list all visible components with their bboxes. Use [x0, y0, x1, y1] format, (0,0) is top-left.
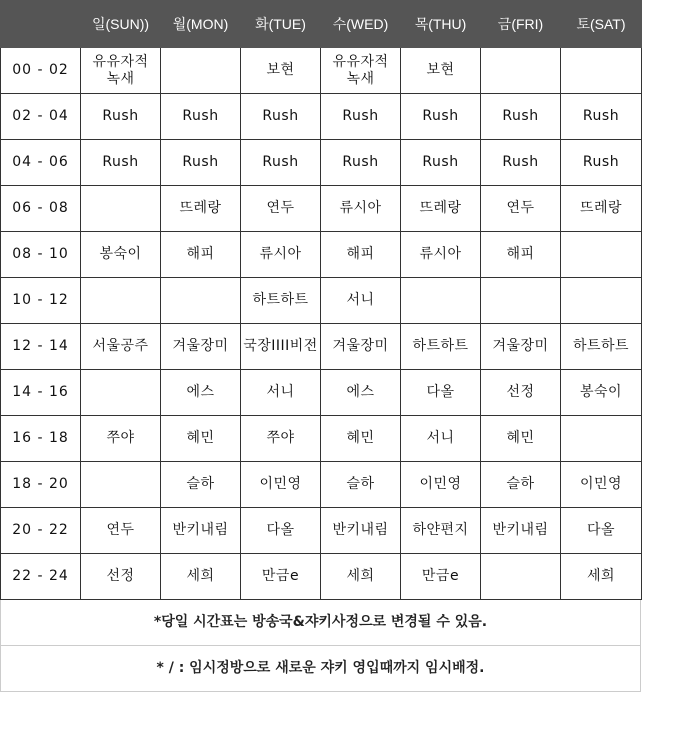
schedule-cell-mon: 해피 [161, 232, 241, 278]
header-row [1, 1, 642, 48]
schedule-cell-mon [161, 278, 241, 324]
schedule-cell-fri: 선정 [481, 370, 561, 416]
schedule-cell-thu: 보현 [401, 48, 481, 94]
table-row [1, 462, 642, 508]
schedule-cell-sat: Rush [561, 140, 642, 186]
time-slot-cell: 18 - 20 [1, 462, 81, 508]
table-row [1, 508, 642, 554]
header-day-mon: 월(MON) [161, 1, 241, 48]
schedule-cell-tue: 쭈야 [241, 416, 321, 462]
schedule-cell-sun: 연두 [81, 508, 161, 554]
schedule-cell-sun [81, 278, 161, 324]
schedule-cell-thu: 뜨레랑 [401, 186, 481, 232]
schedule-cell-wed: 슬하 [321, 462, 401, 508]
schedule-cell-wed: 유유자적 녹새 [321, 48, 401, 94]
schedule-cell-tue: 하트하트 [241, 278, 321, 324]
schedule-cell-thu: 하트하트 [401, 324, 481, 370]
schedule-cell-sat [561, 232, 642, 278]
schedule-cell-fri: Rush [481, 140, 561, 186]
header-day-wed: 수(WED) [321, 1, 401, 48]
schedule-cell-sat: 하트하트 [561, 324, 642, 370]
table-row [1, 554, 642, 600]
schedule-cell-wed: 혜민 [321, 416, 401, 462]
schedule-cell-sat [561, 48, 642, 94]
time-slot-cell: 08 - 10 [1, 232, 81, 278]
schedule-cell-fri: 연두 [481, 186, 561, 232]
time-slot-cell: 02 - 04 [1, 94, 81, 140]
schedule-cell-sun [81, 462, 161, 508]
header-day-tue: 화(TUE) [241, 1, 321, 48]
time-slot-cell: 22 - 24 [1, 554, 81, 600]
schedule-cell-wed: 류시아 [321, 186, 401, 232]
schedule-cell-mon: 슬하 [161, 462, 241, 508]
header-day-sun: 일(SUN)) [81, 1, 161, 48]
schedule-cell-thu: 하얀편지 [401, 508, 481, 554]
schedule-cell-sun: 서울공주 [81, 324, 161, 370]
schedule-cell-tue: 류시아 [241, 232, 321, 278]
time-slot-cell: 00 - 02 [1, 48, 81, 94]
table-row [1, 324, 642, 370]
schedule-cell-mon: 세희 [161, 554, 241, 600]
schedule-cell-mon [161, 48, 241, 94]
schedule-cell-tue: 만금e [241, 554, 321, 600]
time-slot-cell: 14 - 16 [1, 370, 81, 416]
table-row [1, 48, 642, 94]
schedule-cell-tue: 이민영 [241, 462, 321, 508]
schedule-cell-sat [561, 416, 642, 462]
schedule-cell-wed: 겨울장미 [321, 324, 401, 370]
schedule-cell-thu: 서니 [401, 416, 481, 462]
table-row [1, 370, 642, 416]
table-row [1, 94, 642, 140]
schedule-cell-sat [561, 278, 642, 324]
schedule-cell-mon: 뜨레랑 [161, 186, 241, 232]
schedule-cell-fri: 슬하 [481, 462, 561, 508]
schedule-cell-fri: 겨울장미 [481, 324, 561, 370]
note-temporary-assignment: * / : 임시정방으로 새로운 쟈키 영입때까지 임시배정. [1, 645, 640, 691]
table-row [1, 416, 642, 462]
schedule-cell-tue: 서니 [241, 370, 321, 416]
header-day-sat: 토(SAT) [561, 1, 642, 48]
schedule-cell-thu [401, 278, 481, 324]
schedule-cell-wed: 해피 [321, 232, 401, 278]
schedule-cell-wed: Rush [321, 94, 401, 140]
schedule-cell-sun [81, 186, 161, 232]
time-slot-cell: 16 - 18 [1, 416, 81, 462]
schedule-cell-tue: 국장IIII비전 [241, 324, 321, 370]
schedule-cell-sat: 봉숙이 [561, 370, 642, 416]
schedule-cell-thu: 만금e [401, 554, 481, 600]
schedule-cell-sun: 쭈야 [81, 416, 161, 462]
schedule-cell-thu: 이민영 [401, 462, 481, 508]
schedule-cell-thu: 다올 [401, 370, 481, 416]
schedule-cell-wed: 서니 [321, 278, 401, 324]
schedule-cell-wed: Rush [321, 140, 401, 186]
schedule-cell-sat: 다올 [561, 508, 642, 554]
schedule-cell-sat: 세희 [561, 554, 642, 600]
schedule-cell-fri: Rush [481, 94, 561, 140]
schedule-cell-sun: Rush [81, 94, 161, 140]
schedule-cell-sat: 이민영 [561, 462, 642, 508]
schedule-cell-tue: Rush [241, 140, 321, 186]
schedule-cell-sun: Rush [81, 140, 161, 186]
schedule-cell-tue: 보현 [241, 48, 321, 94]
schedule-cell-thu: Rush [401, 140, 481, 186]
note-schedule-change: *당일 시간표는 방송국&쟈키사정으로 변경될 수 있음. [153, 614, 488, 630]
time-slot-cell: 10 - 12 [1, 278, 81, 324]
schedule-cell-mon: 반키내림 [161, 508, 241, 554]
schedule-cell-wed: 에스 [321, 370, 401, 416]
schedule-cell-fri [481, 48, 561, 94]
time-slot-cell: 04 - 06 [1, 140, 81, 186]
table-row [1, 232, 642, 278]
schedule-cell-sun: 선정 [81, 554, 161, 600]
schedule-cell-wed: 반키내림 [321, 508, 401, 554]
schedule-cell-sun: 봉숙이 [81, 232, 161, 278]
notes-section [0, 600, 641, 692]
schedule-cell-sat: 뜨레랑 [561, 186, 642, 232]
schedule-header [1, 1, 642, 48]
header-day-fri: 금(FRI) [481, 1, 561, 48]
schedule-cell-tue: 다올 [241, 508, 321, 554]
schedule-cell-sat: Rush [561, 94, 642, 140]
schedule-cell-wed: 세희 [321, 554, 401, 600]
table-row [1, 278, 642, 324]
table-row [1, 140, 642, 186]
time-slot-cell: 20 - 22 [1, 508, 81, 554]
schedule-cell-thu: Rush [401, 94, 481, 140]
schedule-body [1, 48, 642, 600]
schedule-cell-fri: 반키내림 [481, 508, 561, 554]
time-slot-cell: 06 - 08 [1, 186, 81, 232]
schedule-cell-fri: 혜민 [481, 416, 561, 462]
schedule-cell-mon: 겨울장미 [161, 324, 241, 370]
schedule-cell-sun [81, 370, 161, 416]
schedule-cell-fri [481, 278, 561, 324]
header-day-thu: 목(THU) [401, 1, 481, 48]
schedule-cell-mon: 에스 [161, 370, 241, 416]
schedule-cell-tue: 연두 [241, 186, 321, 232]
schedule-cell-mon: Rush [161, 140, 241, 186]
table-row [1, 186, 642, 232]
schedule-cell-fri [481, 554, 561, 600]
time-slot-cell: 12 - 14 [1, 324, 81, 370]
schedule-cell-mon: Rush [161, 94, 241, 140]
schedule-cell-fri: 해피 [481, 232, 561, 278]
schedule-cell-mon: 혜민 [161, 416, 241, 462]
schedule-cell-tue: Rush [241, 94, 321, 140]
header-corner [1, 1, 81, 48]
schedule-cell-sun: 유유자적 녹새 [81, 48, 161, 94]
schedule-cell-thu: 류시아 [401, 232, 481, 278]
